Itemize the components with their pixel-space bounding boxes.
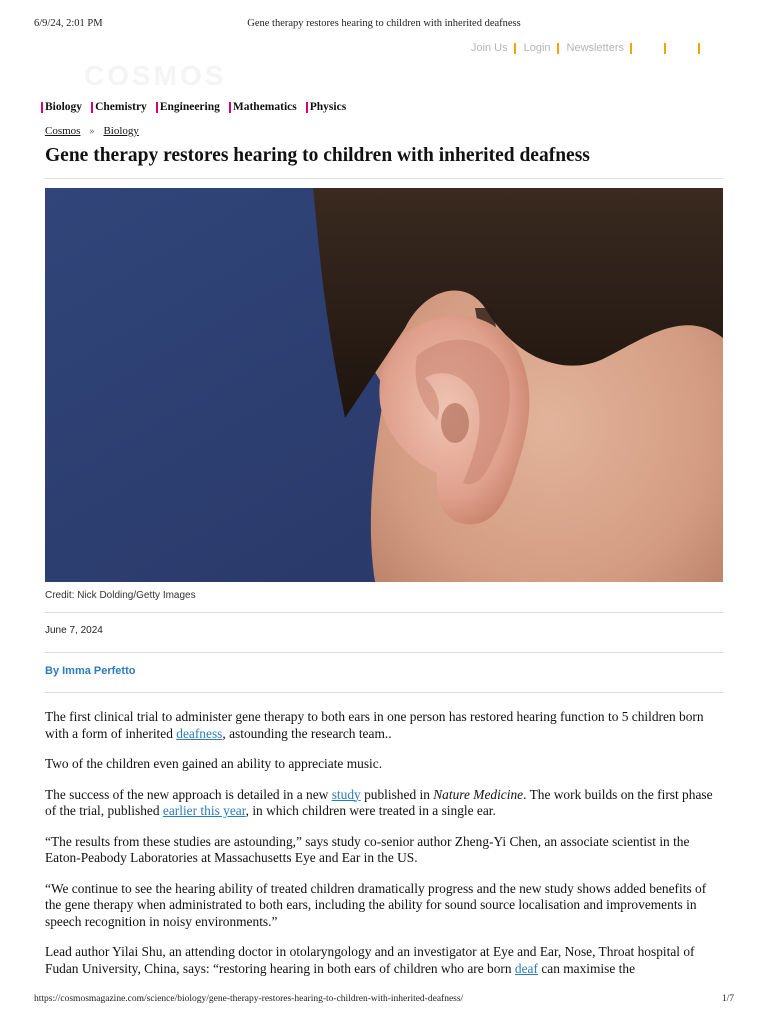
category-marker [229, 102, 231, 113]
nav-separator [698, 43, 700, 54]
paragraph: Lead author Yilai Shu, an attending doctor in otolaryngology and an investigator at Eye and Ear, Nose, Throat hospital of Fudan University, China, says: “restoring hearing in both ears of children who are born deaf can maximise the [45, 944, 695, 976]
paragraph: The first clinical trial to administer gene therapy to both ears in one person has restored hearing function to 5 children born with a form of inherited deafness, astounding the research team.. [45, 709, 704, 741]
category-chemistry[interactable] [91, 101, 147, 113]
image-credit: Credit: Nick Dolding/Getty Images [45, 590, 196, 601]
breadcrumb [45, 125, 139, 137]
nav-separator [514, 43, 516, 54]
earlier-this-year-link[interactable]: earlier this year [162, 803, 246, 818]
publish-date: June 7, 2024 [45, 625, 103, 636]
category-marker [41, 102, 43, 113]
deaf-link[interactable]: deaf [514, 960, 538, 976]
page-number: 1/7 [721, 994, 734, 1004]
category-marker [156, 102, 158, 113]
print-datetime: 6/9/24, 2:01 PM [34, 18, 103, 29]
divider [45, 652, 723, 653]
paragraph: “The results from these studies are astounding,” says study co-senior author Zheng-Yi Chen, an associate scientist in the Eaton-Peabody Laboratories at Massachusetts Eye and Ear in the US. [45, 833, 690, 865]
paragraph: Two of the children even gained an ability to appreciate music. [45, 756, 383, 771]
ear-photo-icon [45, 188, 723, 582]
nav-separator [557, 43, 559, 54]
article-headline: Gene therapy restores hearing to children with inherited deafness [45, 145, 590, 166]
paragraph: “We continue to see the hearing ability of treated children dramatically progress and the new study shows added benefits of the gene therapy when administrated to both ears, including the ability for sound source localisation and improvements in speech recognition in noisy environments.” [45, 880, 707, 929]
divider [45, 612, 723, 613]
print-page-title: Gene therapy restores hearing to children with inherited deafness [247, 18, 521, 29]
print-url: https://cosmosmagazine.com/science/biology/gene-therapy-restores-hearing-to-children-with-inherited-deafness/ [34, 994, 464, 1004]
article-body [45, 709, 723, 991]
hero-image [45, 188, 723, 582]
study-link[interactable]: study [331, 786, 361, 802]
breadcrumb-section-link[interactable]: Biology [103, 125, 139, 137]
category-marker [306, 102, 308, 113]
category-mathematics[interactable] [229, 101, 297, 113]
utility-nav [471, 42, 708, 54]
nav-separator [630, 43, 632, 54]
journal-name: Nature Medicine [433, 786, 524, 802]
login-link[interactable]: Login [523, 42, 551, 54]
category-label: Physics [309, 101, 347, 113]
category-label: Mathematics [232, 101, 297, 113]
join-us-link[interactable]: Join Us [470, 42, 508, 54]
category-nav [41, 101, 355, 113]
nav-separator [664, 43, 666, 54]
category-marker [91, 102, 93, 113]
paragraph: The success of the new approach is detailed in a new study published in Nature Medicine. The work builds on the first phase of the trial, published earlier this year, in which children were treated in a single ear. [45, 786, 713, 818]
category-label: Chemistry [95, 101, 147, 113]
category-biology[interactable] [41, 101, 82, 113]
category-label: Biology [45, 101, 83, 113]
breadcrumb-home-link[interactable]: Cosmos [45, 125, 81, 137]
category-label: Engineering [159, 101, 220, 113]
newsletters-link[interactable]: Newsletters [566, 42, 624, 54]
divider [45, 692, 723, 693]
category-physics[interactable] [306, 101, 346, 113]
breadcrumb-separator: » [89, 126, 95, 137]
print-header [34, 18, 734, 32]
author-byline[interactable]: By Imma Perfetto [45, 665, 136, 677]
deafness-link[interactable]: deafness [176, 725, 223, 741]
divider [45, 178, 723, 179]
site-logo[interactable]: COSMOS [84, 60, 227, 91]
category-engineering[interactable] [156, 101, 220, 113]
